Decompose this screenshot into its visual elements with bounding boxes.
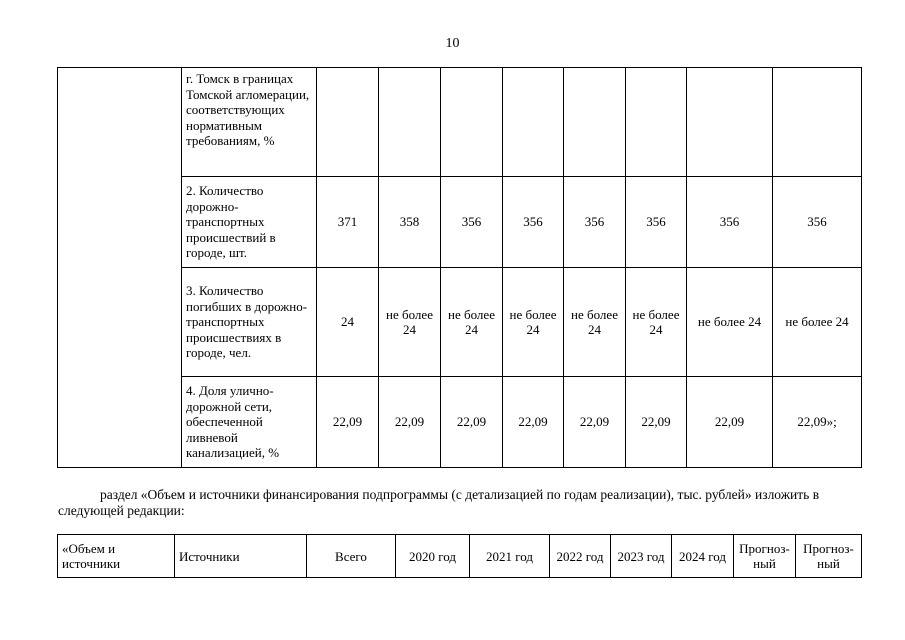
value-cell: 24 bbox=[317, 268, 379, 377]
indicator-table bbox=[57, 67, 862, 468]
value-cell: 356 bbox=[626, 177, 687, 268]
value-cell bbox=[441, 68, 503, 177]
value-cell: 358 bbox=[379, 177, 441, 268]
value-cell bbox=[773, 68, 862, 177]
financing-table bbox=[57, 534, 862, 578]
header-cell: 2023 год bbox=[611, 535, 672, 578]
value-cell: 356 bbox=[441, 177, 503, 268]
value-cell: не более 24 bbox=[773, 268, 862, 377]
value-cell: 22,09 bbox=[564, 377, 626, 468]
header-cell: 2022 год bbox=[550, 535, 611, 578]
row-label: 3. Количество погибших в дорожно-транспортных происшествиях в городе, чел. bbox=[182, 268, 317, 377]
table-header-row bbox=[58, 535, 862, 578]
value-cell: не более 24 bbox=[626, 268, 687, 377]
value-cell: 22,09»; bbox=[773, 377, 862, 468]
header-cell: 2021 год bbox=[470, 535, 550, 578]
value-cell: 356 bbox=[687, 177, 773, 268]
header-cell: «Объем и источники bbox=[58, 535, 175, 578]
value-cell bbox=[687, 68, 773, 177]
header-cell: 2020 год bbox=[396, 535, 470, 578]
header-cell: Источники bbox=[175, 535, 307, 578]
value-cell: 356 bbox=[564, 177, 626, 268]
header-cell: Прогноз-ный bbox=[734, 535, 796, 578]
value-cell: не более 24 bbox=[441, 268, 503, 377]
value-cell: 371 bbox=[317, 177, 379, 268]
value-cell bbox=[503, 68, 564, 177]
page-number: 10 bbox=[445, 36, 460, 51]
value-cell: 22,09 bbox=[503, 377, 564, 468]
row-label: 2. Количество дорожно-транспортных происшествий в городе, шт. bbox=[182, 177, 317, 268]
instruction-paragraph: раздел «Объем и источники финансирования подпрограммы (с детализацией по годам реализации), тыс. рублей» изложить в следующей редакции: bbox=[58, 487, 820, 518]
value-cell: 22,09 bbox=[687, 377, 773, 468]
value-cell: 22,09 bbox=[379, 377, 441, 468]
value-cell: 22,09 bbox=[317, 377, 379, 468]
value-cell: не более 24 bbox=[564, 268, 626, 377]
value-cell: не более 24 bbox=[687, 268, 773, 377]
value-cell bbox=[317, 68, 379, 177]
value-cell bbox=[379, 68, 441, 177]
header-cell: Прогноз-ный bbox=[796, 535, 862, 578]
header-cell: Всего bbox=[307, 535, 396, 578]
value-cell bbox=[564, 68, 626, 177]
empty-left-cell bbox=[58, 68, 182, 468]
header-cell: 2024 год bbox=[672, 535, 734, 578]
value-cell: 22,09 bbox=[626, 377, 687, 468]
row-label: 4. Доля улично-дорожной сети, обеспеченной ливневой канализацией, % bbox=[182, 377, 317, 468]
value-cell: не более 24 bbox=[379, 268, 441, 377]
table-row bbox=[58, 68, 862, 177]
value-cell: 356 bbox=[773, 177, 862, 268]
value-cell: не более 24 bbox=[503, 268, 564, 377]
value-cell: 356 bbox=[503, 177, 564, 268]
row-label: г. Томск в границах Томской агломерации, соответствующих нормативным требованиям, % bbox=[182, 68, 317, 177]
value-cell bbox=[626, 68, 687, 177]
value-cell: 22,09 bbox=[441, 377, 503, 468]
